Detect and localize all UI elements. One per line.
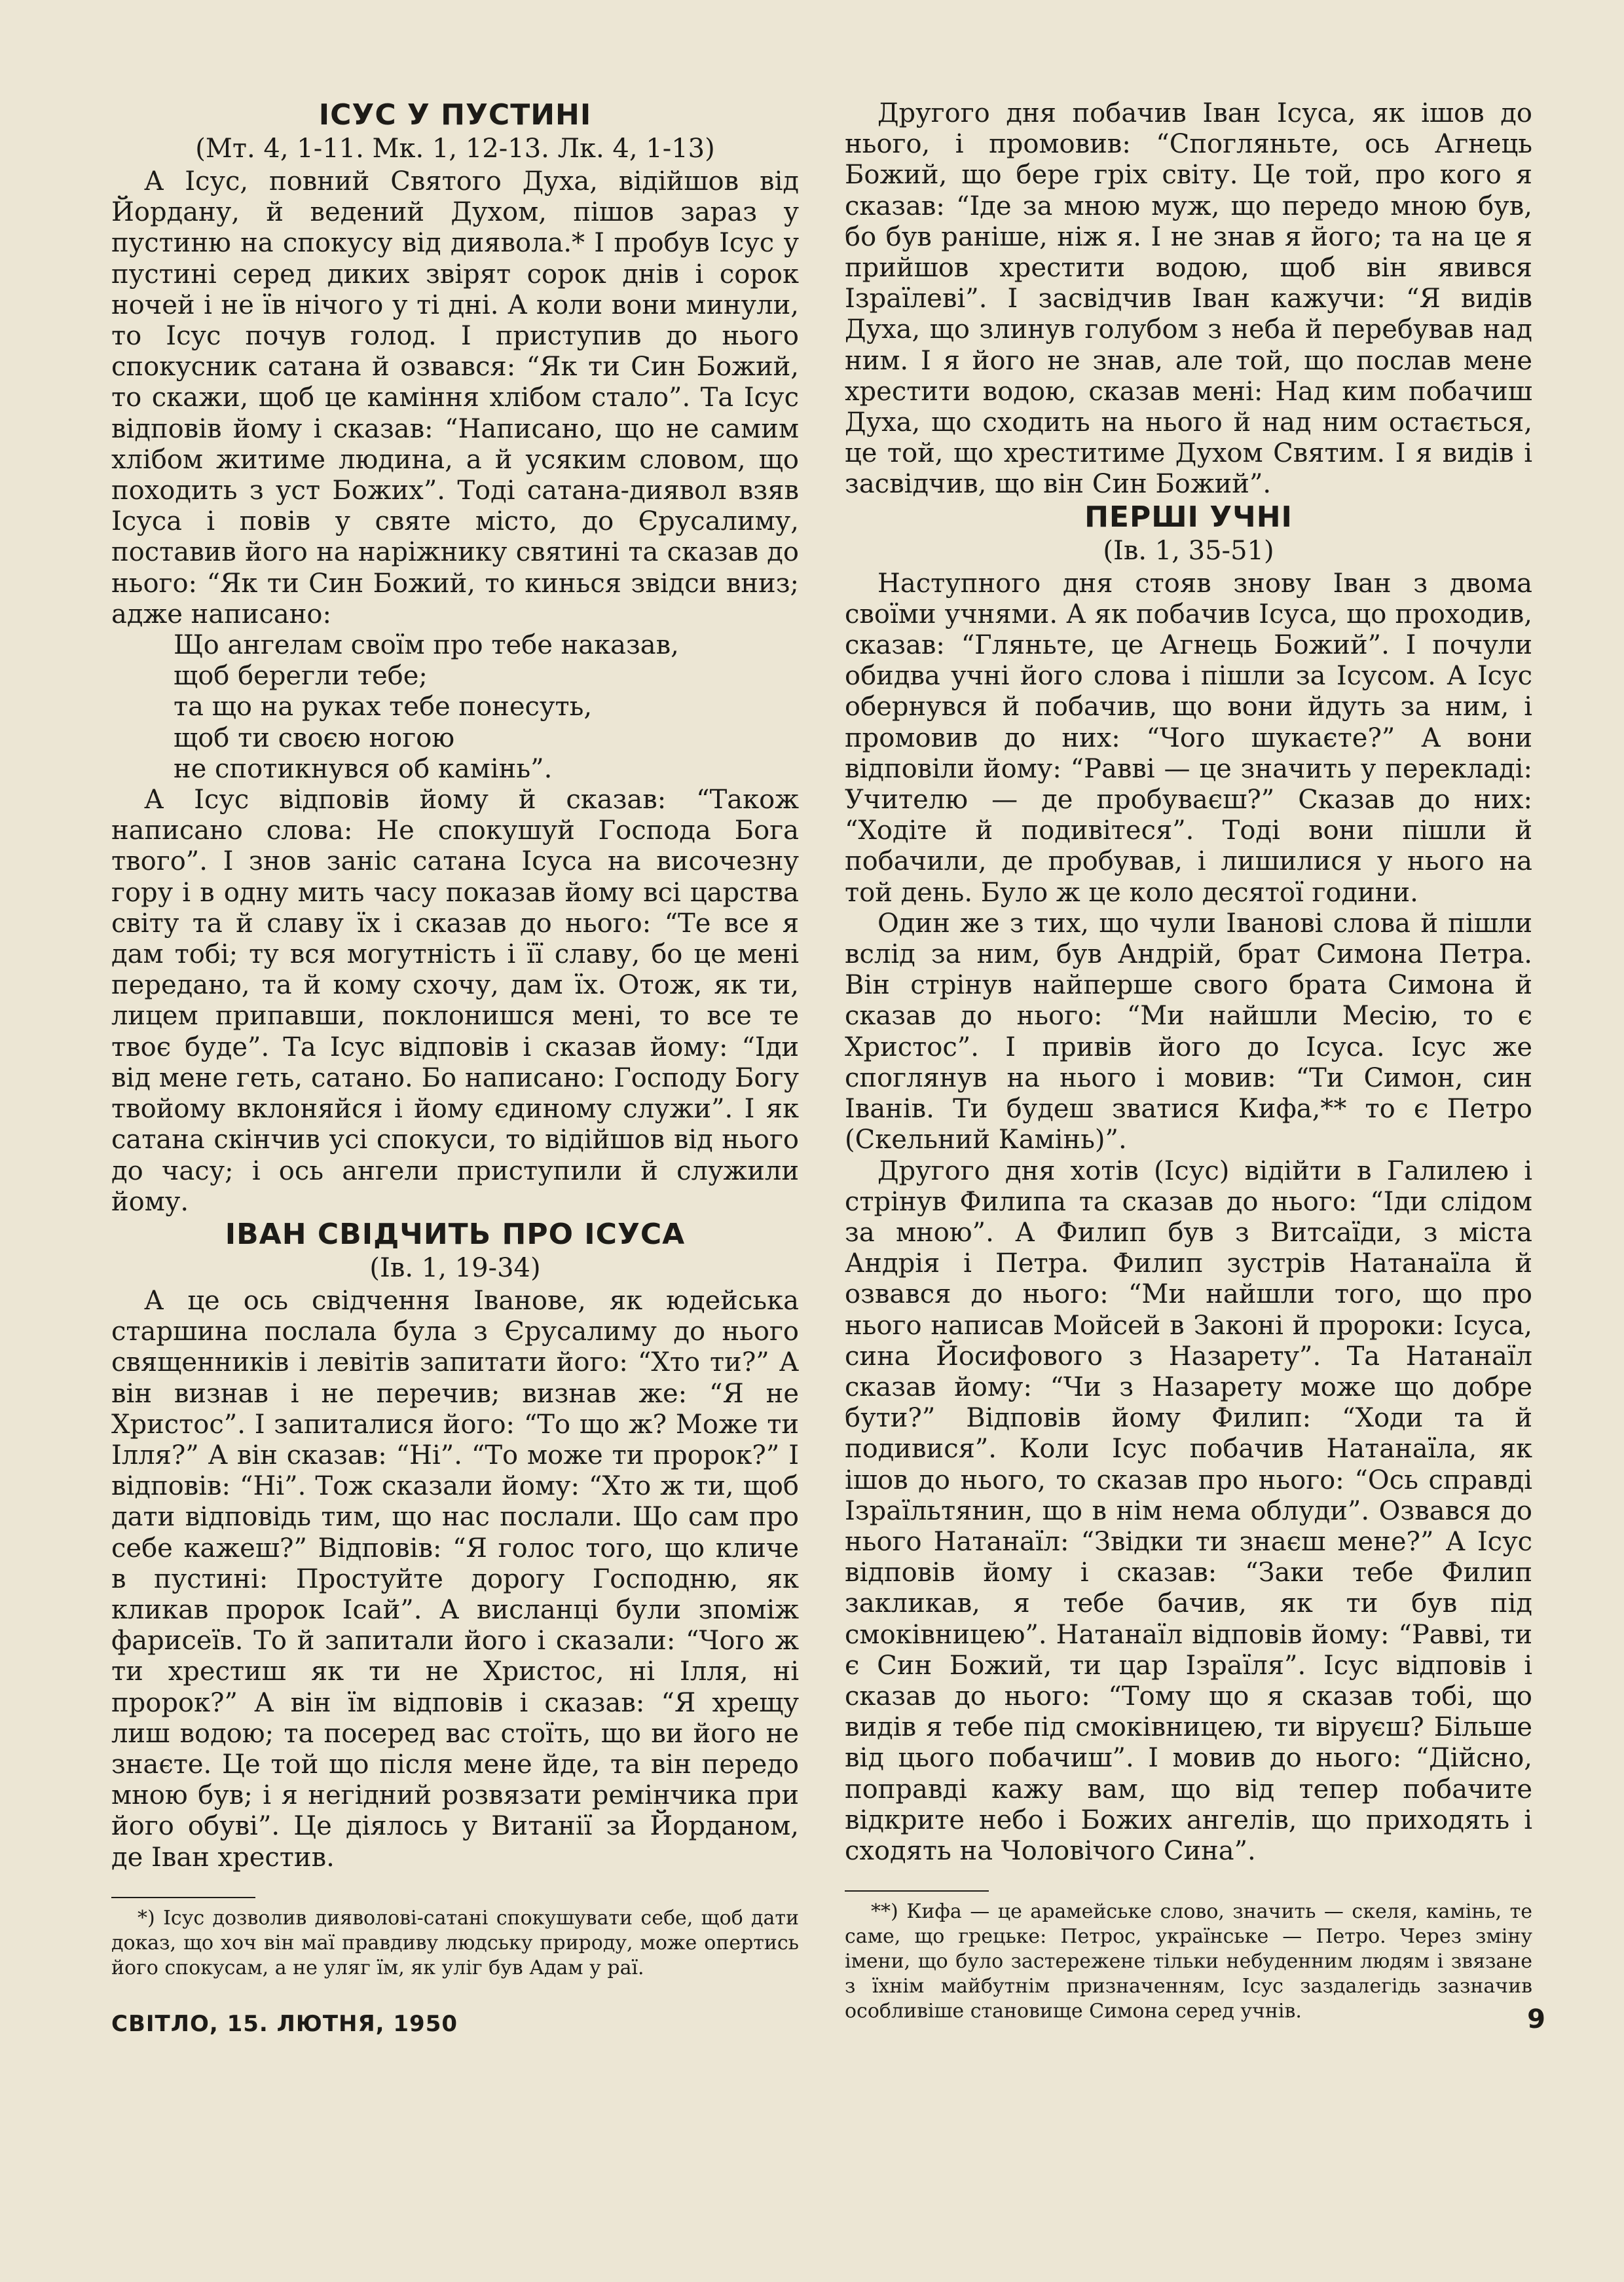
verse-line: щоб ти своєю ногою bbox=[174, 722, 455, 753]
verse-line: Що ангелам своїм про тебе наказав, bbox=[174, 630, 679, 661]
paragraph: Другого дня побачив Іван Ісуса, як ішов до нього, і промовив: “Спогляньте, ось Агнець Божий, що бере гріх світу. Це той, про кого я сказав: “Іде за мною муж, що передо мною був, бо був раніше, ніж я. І не знав я його; та на це я прийшов хрестити водою, щоб він явився Ізраїлеві”. І засвідчив Іван кажучи: “Я видів Духа, що злинув голубом з неба й перебував над ним. І я його не знав, але той, що послав мене хрестити водою, сказав мені: Над ким побачиш Духа, що сходить на нього й над ним остається, це той, що хреститиме Духом Святим. І я видів і засвідчив, що він Син Божий”. bbox=[845, 98, 1532, 500]
section-title-jesus-in-desert: ІСУС У ПУСТИНІ bbox=[318, 98, 592, 132]
verse-line: не спотикнувся об камінь”. bbox=[174, 753, 553, 784]
footnote: **) Кифа — це арамейське слово, значить — скеля, камінь, те саме, що грецьке: Петрос, українське — Петро. Через зміну імени, що було застережене тільки небуденним людям і звязане з їхнім майбутнім призначенням, Ісус заздалегідь зазначив особливіше становище Симона серед учнів. bbox=[845, 1900, 1532, 2023]
page-number: 9 bbox=[1527, 2004, 1545, 2034]
publication-date-footer: СВІТЛО, 15. ЛЮТНЯ, 1950 bbox=[111, 2011, 458, 2037]
paragraph: А це ось свідчення Іванове, як юдейська старшина послала була з Єрусалиму до нього священників і левітів запитати його: “Хто ти?” А він визнав і не перечив; визнав же: “Я не Христос”. І запиталися його: “То що ж? Може ти Ілля?” А він сказав: “Ні”. “То може ти пророк?” І відповів: “Ні”. Тож сказали йому: “Хто ж ти, щоб дати відповідь тим, що нас послали. Що сам про себе кажеш?” Відповів: “Я голос того, що кличе в пустині: Простуйте дорогу Господню, як кликав пророк Ісай”. А висланці були зпоміж фарисеїв. То й запитали його і сказали: “Чого ж ти хрестиш як ти не Христос, ні Ілля, ні пророк?” А він їм відповів і сказав: “Я хрещу лиш водою; та посеред вас стоїть, що ви його не знаєте. Це той що після мене йде, та він передо мною був; і я негідний розвязати ремінчика при його обуві”. Це діялось у Витанії за Йорданом, де Іван хрестив. bbox=[111, 1285, 799, 1873]
paragraph: Один же з тих, що чули Іванові слова й пішли вслід за ним, був Андрій, брат Симона Петра. Він стрінув найперше свого брата Симона й сказав до нього: “Ми найшли Месію, то є Христос”. І привів його до Ісуса. Ісус же споглянув на нього і мовив: “Ти Симон, син Іванів. Ти будеш зватися Кифа,** то є Петро (Скельний Камінь)”. bbox=[845, 908, 1532, 1155]
scripture-reference: (Ів. 1, 35-51) bbox=[1103, 535, 1274, 566]
right-column bbox=[845, 98, 1532, 2024]
quoted-verse bbox=[111, 630, 799, 785]
scripture-reference: (Мт. 4, 1-11. Мк. 1, 12-13. Лк. 4, 1-13) bbox=[195, 134, 715, 164]
paragraph: Другого дня хотів (Ісус) відійти в Галилею і стрінув Филипа та сказав до нього: “Іди слідом за мною”. А Филип був з Витсаїди, з міста Андрія і Петра. Филип зустрів Натанаїла й озвався до нього: “Ми найшли того, що про нього написав Мойсей в Законі й пророки: Ісуса, сина Йосифового з Назарету”. Та Натанаїл сказав йому: “Чи з Назарету може що добре бути?” Відповів йому Филип: “Ходи та й подивися”. Коли Ісус побачив Натанаїла, як ішов до нього, то сказав про нього: “Ось справді Ізраїльтянин, що в нім нема облуди”. Озвався до нього Натанаїл: “Звідки ти знаєш мене?” А Ісус відповів йому і сказав: “Заки тебе Филип закликав, я тебе бачив, як ти був під смоківницею”. Натанаїл відповів йому: “Равві, ти є Син Божий, ти цар Ізраїля”. Ісус відповів і сказав до нього: “Тому що я сказав тобі, що видів я тебе під смоківницею, ти віруєш? Більше від цього побачиш”. І мовив до нього: “Дійсно, поправді кажу вам, що від тепер побачите відкрите небо і Божих ангелів, що приходять і сходять на Чоловічого Сина”. bbox=[845, 1155, 1532, 1866]
section-title-john-testifies: ІВАН СВІДЧИТЬ ПРО ІСУСА bbox=[225, 1217, 686, 1251]
verse-line: та що на руках тебе понесуть, bbox=[174, 692, 593, 722]
paragraph: А Ісус відповів йому й сказав: “Також написано слова: Не спокушуй Господа Бога твого”. І знов заніс сатана Ісуса на височезну гору і в одну мить часу показав йому всі царства світу та й славу їх і сказав до нього: “Те все я дам тобі; ту вся могутність і її славу, бо це мені передано, та й кому схочу, дам їх. Отож, як ти, лицем припавши, поклонишся мені, то все те твоє буде”. Та Ісус відповів і сказав йому: “Іди від мене геть, сатано. Бо написано: Господу Богу твойому вклоняйся і йому єдиному служи”. І як сатана скінчив усі спокуси, то відійшов від нього до часу; і ось ангели приступили й служили йому. bbox=[111, 785, 799, 1217]
scripture-reference: (Ів. 1, 19-34) bbox=[369, 1252, 541, 1283]
verse-line: щоб берегли тебе; bbox=[174, 661, 428, 692]
footnote-divider bbox=[111, 1897, 255, 1898]
paragraph: Наступного дня стояв знову Іван з двома своїми учнями. А як побачив Ісуса, що проходив, сказав: “Гляньте, це Агнець Божий”. І почули обидва учні його слова і пішли за Ісусом. А Ісус обернувся й побачив, що вони йдуть за ним, і промовив до них: “Чого шукаєте?” А вони відповіли йому: “Равві — це значить у перекладі: Учителю — де пробуваєш?” Сказав до них: “Ходіте й подивітеся”. Тоді вони пішли й побачили, де пробував, і лишилися у нього на той день. Було ж це коло десятої години. bbox=[845, 568, 1532, 908]
paragraph: А Ісус, повний Святого Духа, відійшов від Йордану, й ведений Духом, пішов зараз у пустиню на спокусу від диявола.* І пробув Ісус у пустині серед диких звірят сорок днів і сорок ночей і не їв нічого у ті дні. А коли вони минули, то Ісус почув голод. І приступив до нього спокусник сатана й озвався: “Як ти Син Божий, то скажи, щоб це каміння хлібом стало”. Та Ісус відповів йому і сказав: “Написано, що не самим хлібом житиме людина, а й усяким словом, що походить з уст Божих”. Тоді сатана-диявол взяв Ісуса і повів у святе місто, до Єрусалиму, поставив його на наріжнику святині та сказав до нього: “Як ти Син Божий, то кинься звідси вниз; адже написано: bbox=[111, 166, 799, 629]
footnote: *) Ісус дозволив дияволові-сатані спокушувати себе, щоб дати доказ, що хоч він маї правдиву людську природу, може опертись його спокусам, а не уляг їм, як уліг був Адам у раї. bbox=[111, 1906, 799, 1979]
footnote-divider bbox=[845, 1890, 989, 1892]
left-column bbox=[111, 98, 799, 1981]
section-title-first-disciples: ПЕРШІ УЧНІ bbox=[1084, 500, 1293, 534]
